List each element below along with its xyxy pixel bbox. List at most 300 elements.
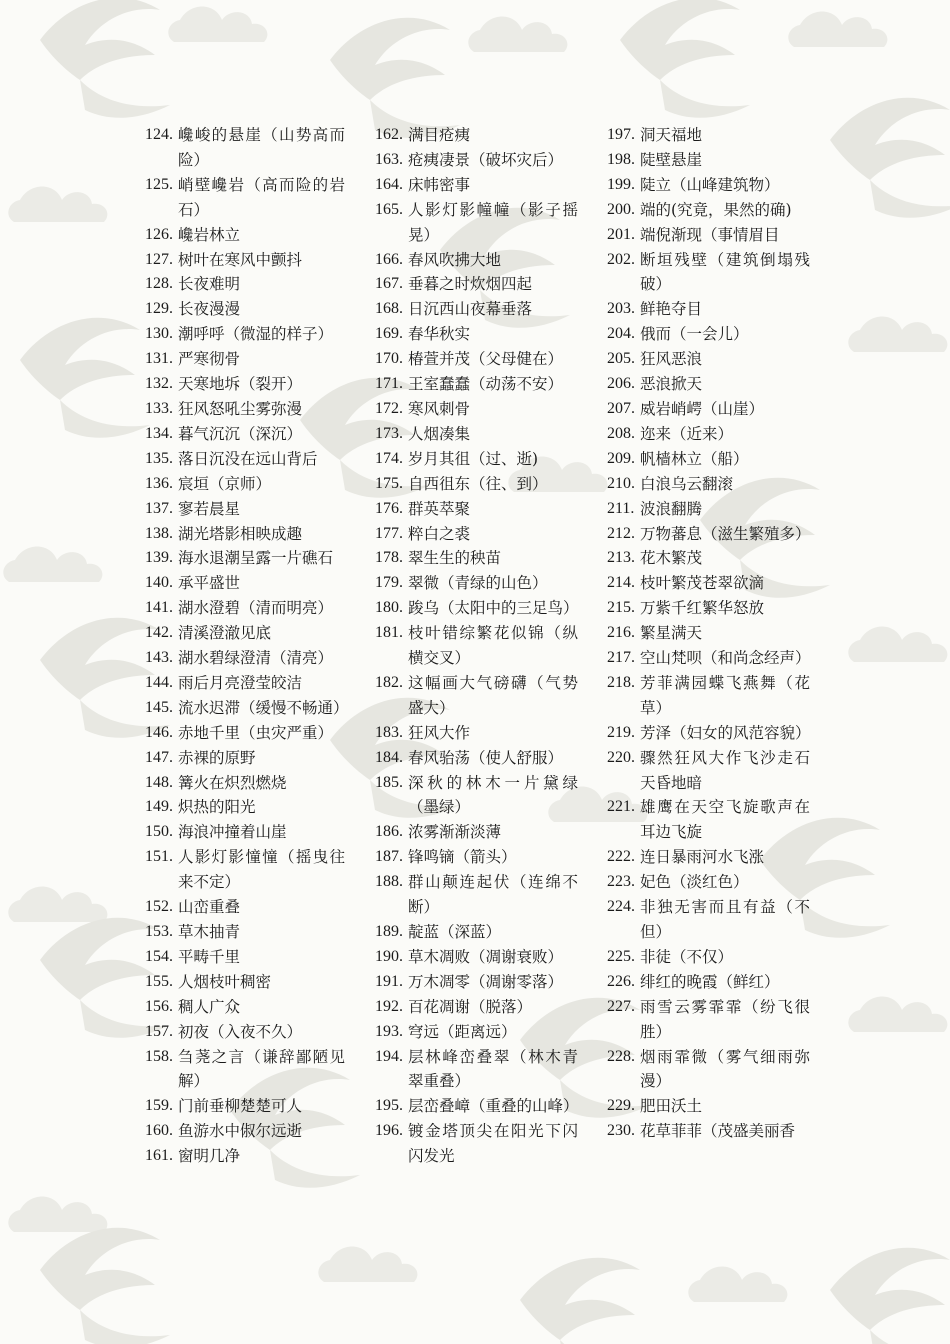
list-item — [375, 297, 578, 322]
list-item — [607, 297, 810, 322]
item-number: 177. — [375, 524, 403, 542]
list-item — [607, 522, 810, 547]
item-number: 129. — [145, 300, 173, 318]
list-item — [145, 820, 345, 845]
item-number: 131. — [145, 350, 173, 368]
list-item — [607, 397, 810, 422]
list-item — [145, 621, 345, 646]
item-number: 230. — [607, 1122, 635, 1140]
item-number: 152. — [145, 898, 173, 916]
item-text: 骤然狂风大作飞沙走石天昏地暗 — [640, 748, 810, 792]
item-number: 214. — [607, 574, 635, 592]
item-text: 花木繁茂 — [640, 549, 703, 568]
list-item — [607, 870, 810, 895]
item-number: 192. — [375, 997, 403, 1015]
list-item — [145, 995, 345, 1020]
item-number: 223. — [607, 873, 635, 891]
item-text: 清溪澄澈见底 — [178, 624, 272, 643]
list-item — [145, 447, 345, 472]
item-text: 日沉西山夜幕垂落 — [408, 300, 533, 319]
list-item — [375, 272, 578, 297]
item-number: 227. — [607, 997, 635, 1015]
item-text: 群山颠连起伏（连绵不断） — [408, 873, 578, 917]
list-item — [145, 696, 349, 721]
item-text: 承平盛世 — [178, 574, 241, 593]
item-number: 198. — [607, 150, 635, 168]
item-number: 205. — [607, 350, 635, 368]
item-number: 171. — [375, 375, 403, 393]
item-number: 149. — [145, 798, 173, 816]
list-item — [607, 1119, 810, 1144]
list-item — [607, 223, 810, 248]
list-item — [145, 895, 345, 920]
list-item — [375, 546, 578, 571]
item-text: 初夜（入夜不久） — [178, 1022, 303, 1041]
item-text: 湖水澄碧（清而明亮） — [178, 599, 334, 618]
column-3 — [607, 123, 810, 1144]
item-text: 草木抽青 — [178, 923, 241, 941]
item-number: 220. — [607, 748, 635, 766]
list-item — [375, 945, 578, 970]
item-number: 217. — [607, 649, 635, 667]
item-text: 鲜艳夺目 — [640, 300, 703, 319]
list-item — [375, 123, 578, 148]
item-number: 126. — [145, 225, 173, 243]
item-text: 镀金塔顶尖在阳光下闪闪发光 — [408, 1122, 578, 1166]
list-item — [145, 372, 345, 397]
item-text: 帆樯林立（船） — [640, 449, 749, 468]
item-text: 翠微（青绿的山色） — [408, 574, 548, 593]
list-item — [607, 671, 810, 721]
item-number: 161. — [145, 1147, 173, 1165]
item-text: 雨雪云雾霏霏（纷飞很胜） — [640, 997, 810, 1041]
list-item — [607, 148, 810, 173]
item-text: 人影灯影幢幢（影子摇晃） — [408, 200, 578, 244]
item-number: 137. — [145, 499, 173, 517]
item-number: 197. — [607, 126, 635, 143]
item-number: 229. — [607, 1097, 635, 1115]
column-2 — [375, 123, 578, 1169]
list-item — [375, 173, 578, 198]
list-item — [607, 123, 810, 148]
list-item — [145, 223, 345, 248]
item-number: 138. — [145, 524, 173, 542]
item-number: 209. — [607, 449, 635, 467]
item-number: 154. — [145, 947, 173, 965]
item-number: 213. — [607, 549, 635, 567]
list-item — [375, 322, 578, 347]
item-number: 211. — [607, 499, 635, 517]
list-item — [607, 472, 810, 497]
item-text: 连日暴雨河水飞涨 — [640, 848, 765, 867]
list-item — [145, 322, 345, 347]
list-item — [145, 671, 345, 696]
list-item — [375, 372, 578, 397]
list-item — [375, 198, 578, 248]
item-text: 门前垂柳楚楚可人 — [178, 1097, 303, 1116]
list-item — [375, 472, 578, 497]
item-text: 狂风恶浪 — [640, 350, 703, 369]
list-item — [145, 771, 345, 796]
item-text: 王室蠢蠢（动荡不安） — [408, 375, 564, 394]
item-number: 207. — [607, 399, 635, 417]
item-text: 严寒彻骨 — [178, 350, 241, 369]
item-number: 187. — [375, 848, 403, 866]
list-item — [607, 746, 810, 796]
item-number: 216. — [607, 624, 635, 642]
item-number: 179. — [375, 574, 403, 592]
item-text: 长夜漫漫 — [178, 300, 241, 319]
item-number: 155. — [145, 972, 173, 990]
list-item — [375, 771, 578, 821]
list-item — [145, 1119, 345, 1144]
item-text: 端倪渐现（事情眉目 — [640, 225, 780, 244]
item-text: 万物蕃息（滋生繁殖多） — [640, 524, 811, 543]
list-item — [145, 272, 345, 297]
list-item — [145, 422, 345, 447]
list-item — [607, 621, 810, 646]
item-number: 141. — [145, 599, 173, 617]
item-number: 156. — [145, 997, 173, 1015]
item-number: 188. — [375, 873, 403, 891]
list-item — [375, 820, 578, 845]
item-number: 203. — [607, 300, 635, 318]
item-text: 粹白之裘 — [408, 524, 471, 543]
item-text: 穹远（距离远） — [408, 1022, 517, 1041]
item-text: 暮气沉沉（深沉） — [178, 424, 303, 443]
item-text: 洞天福地 — [640, 126, 703, 144]
list-item — [607, 1045, 810, 1095]
list-item — [145, 397, 345, 422]
item-number: 166. — [375, 250, 403, 268]
item-text: 人烟凑集 — [408, 424, 471, 443]
item-number: 143. — [145, 649, 173, 667]
item-text: 群英萃聚 — [408, 499, 471, 518]
list-item — [607, 322, 810, 347]
list-item — [145, 173, 345, 223]
list-item — [375, 248, 578, 273]
list-item — [375, 870, 578, 920]
list-item — [145, 123, 345, 173]
item-text: 层峦叠嶂（重叠的山峰） — [408, 1097, 579, 1116]
item-text: 人影灯影憧憧（摇曳往来不定） — [178, 848, 345, 892]
list-item — [145, 1144, 345, 1169]
item-text: 流水迟滞（缓慢不畅通） — [178, 698, 349, 717]
item-text: 宸垣（京师） — [178, 474, 272, 493]
item-text: 深秋的林木一片黛绿（墨绿） — [408, 773, 578, 817]
item-number: 201. — [607, 225, 635, 243]
item-text: 春风吹拂大地 — [408, 250, 502, 269]
item-text: 空山梵呗（和尚念经声） — [640, 649, 811, 668]
item-text: 岁月其徂（过、逝) — [408, 449, 539, 468]
list-item — [607, 795, 810, 845]
list-item — [607, 596, 810, 621]
item-text: 非独无害而且有益（不但） — [640, 898, 810, 941]
item-text: 肥田沃土 — [640, 1097, 703, 1116]
list-item — [607, 422, 810, 447]
item-number: 210. — [607, 474, 635, 492]
item-number: 196. — [375, 1122, 403, 1140]
list-item — [145, 970, 345, 995]
item-number: 144. — [145, 673, 173, 691]
list-item — [375, 621, 578, 671]
item-number: 208. — [607, 424, 635, 442]
item-number: 151. — [145, 848, 173, 866]
item-number: 164. — [375, 175, 403, 193]
list-item — [607, 497, 810, 522]
list-item — [145, 795, 345, 820]
list-item — [145, 497, 345, 522]
item-number: 193. — [375, 1022, 403, 1040]
item-number: 135. — [145, 449, 173, 467]
item-text: 威岩峭崿（山崖） — [640, 399, 765, 418]
item-number: 159. — [145, 1097, 173, 1115]
item-number: 222. — [607, 848, 635, 866]
list-item — [607, 945, 810, 970]
list-item — [375, 347, 578, 372]
item-text: 翠生生的秧苗 — [408, 549, 502, 568]
item-number: 182. — [375, 673, 403, 691]
item-number: 212. — [607, 524, 635, 542]
item-text: 篝火在炽烈燃烧 — [178, 773, 287, 792]
item-number: 194. — [375, 1047, 403, 1065]
item-number: 139. — [145, 549, 173, 567]
item-number: 125. — [145, 175, 173, 193]
item-number: 181. — [375, 624, 403, 642]
item-text: 雨后月亮澄莹皎洁 — [178, 673, 303, 692]
item-text: 雄鹰在天空飞旋歌声在耳边飞旋 — [640, 798, 810, 842]
list-item — [145, 721, 345, 746]
item-text: 海水退潮呈露一片礁石 — [178, 549, 334, 568]
item-number: 157. — [145, 1022, 173, 1040]
item-text: 这幅画大气磅礴（气势盛大） — [408, 673, 578, 717]
item-number: 133. — [145, 399, 173, 417]
item-number: 150. — [145, 823, 173, 841]
item-text: 树叶在寒风中颤抖 — [178, 250, 303, 269]
item-number: 204. — [607, 325, 635, 343]
list-item — [375, 970, 578, 995]
item-text: 巉峻的悬崖（山势高而险） — [178, 126, 345, 169]
item-text: 端的(究竟，果然的确) — [640, 200, 792, 219]
list-item — [145, 571, 345, 596]
list-item — [375, 1045, 578, 1095]
item-text: 万木凋零（凋谢零落） — [408, 972, 564, 991]
list-item — [375, 920, 578, 945]
item-text: 刍荛之言（谦辞鄙陋见解） — [178, 1047, 345, 1091]
item-number: 170. — [375, 350, 403, 368]
list-item — [375, 596, 578, 621]
list-item — [375, 845, 578, 870]
list-item — [375, 721, 578, 746]
list-item — [375, 522, 578, 547]
item-number: 195. — [375, 1097, 403, 1115]
item-text: 垂暮之时炊烟四起 — [408, 275, 533, 294]
item-number: 132. — [145, 375, 173, 393]
list-item — [145, 845, 345, 895]
item-text: 赤裸的原野 — [178, 748, 256, 767]
item-number: 153. — [145, 923, 173, 940]
item-text: 繁星满天 — [640, 624, 703, 643]
item-text: 绯红的晚霞（鲜红） — [640, 972, 780, 991]
item-text: 靛蓝（深蓝） — [408, 923, 502, 941]
item-text: 鱼游水中俶尔远逝 — [178, 1122, 303, 1141]
list-item — [145, 347, 345, 372]
list-item — [607, 970, 810, 995]
item-text: 俄而（一会儿） — [640, 325, 749, 344]
list-item — [375, 1094, 578, 1119]
list-item — [607, 1094, 810, 1119]
list-item — [375, 1020, 578, 1045]
item-text: 枝叶繁茂苍翠欲滴 — [640, 574, 765, 593]
list-item — [607, 447, 810, 472]
list-item — [375, 995, 578, 1020]
item-number: 165. — [375, 200, 403, 218]
item-number: 175. — [375, 474, 403, 492]
item-number: 130. — [145, 325, 173, 343]
item-text: 潮呼呼（微湿的样子） — [178, 325, 334, 344]
item-text: 平畴千里 — [178, 947, 241, 966]
item-text: 踆乌（太阳中的三足鸟） — [408, 599, 579, 618]
item-number: 148. — [145, 773, 173, 791]
item-number: 190. — [375, 947, 403, 965]
item-number: 142. — [145, 624, 173, 642]
list-item — [375, 571, 578, 596]
item-text: 峭壁巉岩（高而险的岩石） — [178, 175, 345, 219]
item-number: 224. — [607, 898, 635, 916]
list-item — [375, 397, 578, 422]
item-text: 恶浪掀天 — [640, 375, 703, 394]
list-item — [145, 945, 345, 970]
item-text: 妃色（淡红色） — [640, 873, 749, 892]
item-text: 烟雨霏微（雾气细雨弥漫） — [640, 1047, 810, 1091]
item-number: 162. — [375, 126, 403, 143]
item-text: 草木凋败（凋谢衰败） — [408, 947, 564, 966]
list-item — [145, 546, 345, 571]
item-text: 波浪翻腾 — [640, 499, 703, 518]
item-text: 枝叶错综繁花似锦（纵横交叉） — [408, 624, 578, 668]
item-text: 疮痍凄景（破坏灾后） — [408, 150, 564, 169]
item-text: 赤地千里（虫灾严重） — [178, 723, 334, 742]
item-number: 146. — [145, 723, 173, 741]
item-text: 狂风怒吼尘雾弥漫 — [178, 399, 303, 418]
item-text: 湖水碧绿澄清（清亮） — [178, 649, 334, 668]
list-item — [145, 297, 345, 322]
item-text: 春风骀荡（使人舒服） — [408, 748, 564, 767]
item-number: 128. — [145, 275, 173, 293]
list-item — [145, 522, 345, 547]
item-text: 非徒（不仅） — [640, 947, 734, 966]
item-number: 184. — [375, 748, 403, 766]
item-number: 176. — [375, 499, 403, 517]
item-number: 215. — [607, 599, 635, 617]
item-text: 层林峰峦叠翠（林木青翠重叠） — [408, 1047, 578, 1091]
item-text: 迩来（近来） — [640, 424, 734, 443]
item-text: 满目疮痍 — [408, 126, 471, 144]
item-text: 寥若晨星 — [178, 499, 241, 518]
item-text: 人烟枝叶稠密 — [178, 972, 272, 991]
item-number: 189. — [375, 923, 403, 940]
item-number: 206. — [607, 375, 635, 393]
item-text: 床帏密事 — [408, 175, 471, 194]
item-number: 167. — [375, 275, 403, 293]
item-number: 202. — [607, 250, 635, 268]
item-text: 椿萱并茂（父母健在） — [408, 350, 564, 369]
list-item — [145, 472, 345, 497]
item-number: 174. — [375, 449, 403, 467]
item-number: 178. — [375, 549, 403, 567]
list-item — [145, 646, 345, 671]
item-text: 百花凋谢（脱落） — [408, 997, 533, 1016]
list-item — [607, 198, 810, 223]
item-number: 172. — [375, 399, 403, 417]
list-item — [607, 845, 810, 870]
item-text: 断垣残壁（建筑倒塌残破） — [640, 250, 810, 294]
item-text: 炽热的阳光 — [178, 798, 256, 817]
list-item — [607, 895, 810, 945]
list-item — [607, 173, 810, 198]
list-item — [375, 148, 578, 173]
item-number: 147. — [145, 748, 173, 766]
list-item — [607, 248, 810, 298]
column-1 — [145, 123, 349, 1169]
item-number: 226. — [607, 972, 635, 990]
item-number: 160. — [145, 1122, 173, 1140]
item-number: 200. — [607, 200, 635, 218]
item-text: 芳泽（妇女的风范容貌） — [640, 723, 811, 742]
item-text: 寒风刺骨 — [408, 399, 471, 418]
item-number: 136. — [145, 474, 173, 492]
list-item — [145, 920, 345, 945]
item-number: 163. — [375, 150, 403, 168]
item-number: 186. — [375, 823, 403, 841]
item-number: 219. — [607, 723, 635, 741]
item-text: 春华秋实 — [408, 325, 471, 344]
item-text: 白浪乌云翻滚 — [640, 474, 734, 493]
item-number: 218. — [607, 673, 635, 691]
list-item — [607, 995, 810, 1045]
item-text: 山峦重叠 — [178, 898, 241, 917]
item-number: 124. — [145, 126, 173, 143]
list-item — [145, 596, 345, 621]
item-text: 花草菲菲（茂盛美丽香 — [640, 1122, 796, 1141]
list-item — [607, 721, 810, 746]
list-item — [145, 746, 345, 771]
item-number: 185. — [375, 773, 403, 791]
item-number: 199. — [607, 175, 635, 193]
item-number: 169. — [375, 325, 403, 343]
item-text: 落日沉没在远山背后 — [178, 449, 318, 468]
item-number: 225. — [607, 947, 635, 965]
list-item — [607, 347, 810, 372]
list-item — [375, 422, 578, 447]
item-number: 145. — [145, 698, 173, 716]
list-item — [145, 1094, 345, 1119]
list-item — [145, 1020, 345, 1045]
item-text: 浓雾渐渐淡薄 — [408, 823, 502, 842]
list-item — [375, 447, 578, 472]
list-item — [607, 372, 810, 397]
item-text: 自西徂东（往、到） — [408, 474, 548, 493]
item-text: 锋鸣镝（箭头） — [408, 848, 517, 867]
item-number: 180. — [375, 599, 403, 617]
item-text: 湖光塔影相映成趣 — [178, 524, 303, 543]
item-text: 窗明几净 — [178, 1147, 241, 1166]
item-number: 140. — [145, 574, 173, 592]
item-text: 长夜难明 — [178, 275, 241, 294]
list-item — [607, 646, 810, 671]
item-text: 陡立（山峰建筑物） — [640, 175, 780, 194]
item-number: 168. — [375, 300, 403, 318]
